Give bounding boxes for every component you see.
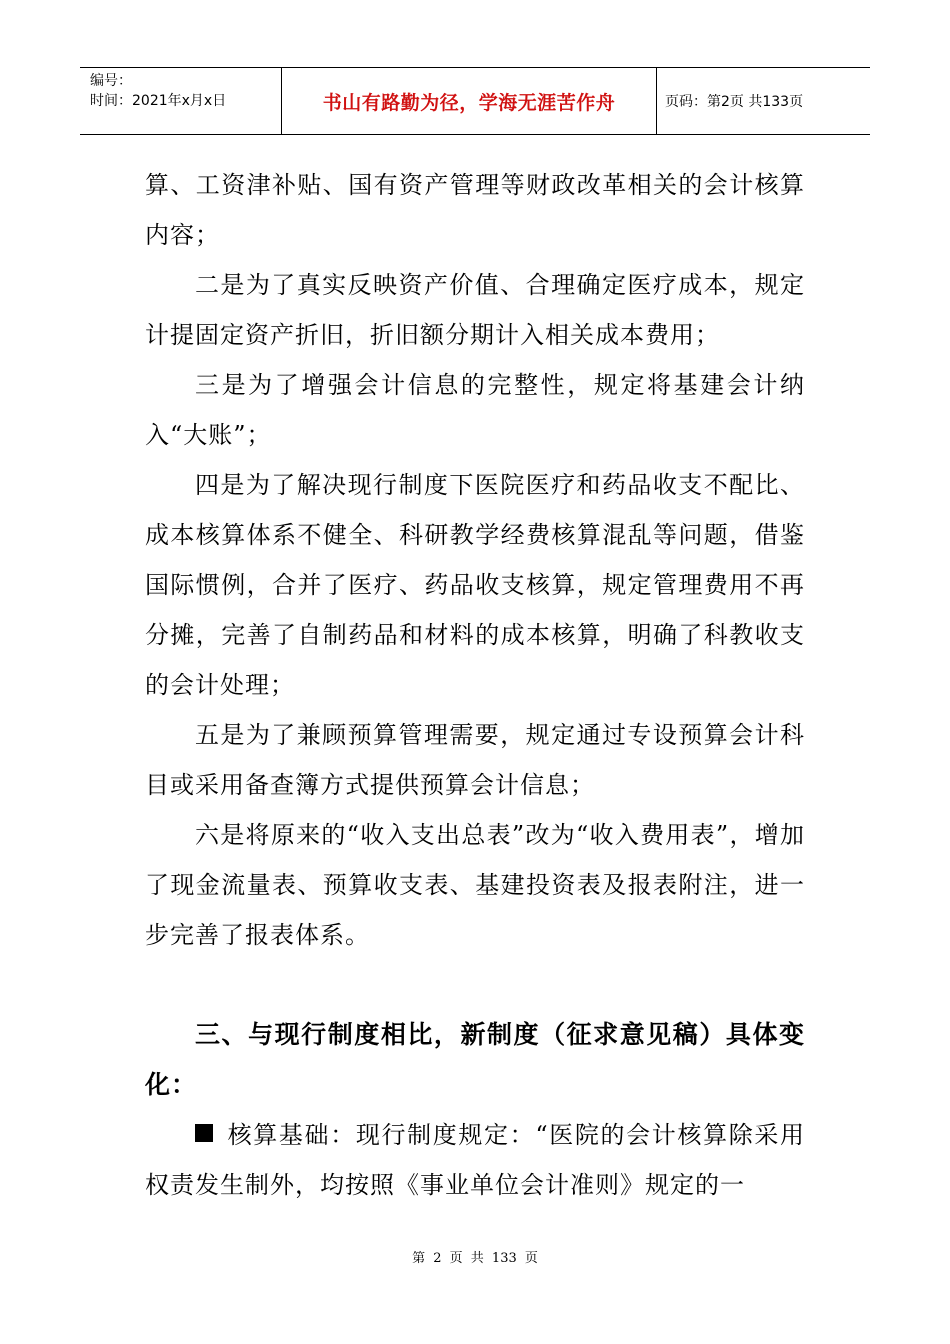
paragraph: 六是将原来的“收入支出总表”改为“收入费用表”，增加了现金流量表、预算收支表、基建投资表及报表附注，进一步完善了报表体系。 — [145, 821, 805, 949]
paragraph: 二是为了真实反映资产价值、合理确定医疗成本，规定计提固定资产折旧，折旧额分期计入相关成本费用； — [145, 271, 805, 349]
header-page-info: 页码：第2页 共133页 — [665, 94, 804, 110]
spacer — [145, 960, 805, 1010]
document-body — [145, 160, 805, 1210]
header-motto: 书山有路勤为径，学海无涯苦作舟 — [322, 91, 616, 114]
document-time-label: 时间：2021年x月x日 — [90, 93, 227, 109]
page-footer: 第 2 页 共 133 页 — [412, 1251, 538, 1266]
page-header — [80, 67, 870, 135]
header-meta — [80, 68, 281, 134]
bullet-paragraph-text: 核算基础：现行制度规定：“医院的会计核算除采用权责发生制外，均按照《事业单位会计准则》规定的一 — [145, 1121, 805, 1199]
bullet-paragraph — [145, 1110, 805, 1210]
paragraph: 三是为了增强会计信息的完整性，规定将基建会计纳入“大账”； — [145, 371, 805, 449]
paragraph: 算、工资津补贴、国有资产管理等财政改革相关的会计核算内容； — [145, 171, 805, 249]
paragraph: 四是为了解决现行制度下医院医疗和药品收支不配比、成本核算体系不健全、科研教学经费核算混乱等问题，借鉴国际惯例，合并了医疗、药品收支核算，规定管理费用不再分摊，完善了自制药品和材料的成本核算，明确了科教收支的会计处理； — [145, 471, 805, 699]
section-heading: 三、与现行制度相比，新制度（征求意见稿）具体变化： — [145, 1020, 805, 1099]
square-bullet-icon — [195, 1124, 213, 1142]
paragraph: 五是为了兼顾预算管理需要，规定通过专设预算会计科目或采用备查簿方式提供预算会计信息； — [145, 721, 805, 799]
document-number-label: 编号： — [90, 73, 132, 89]
